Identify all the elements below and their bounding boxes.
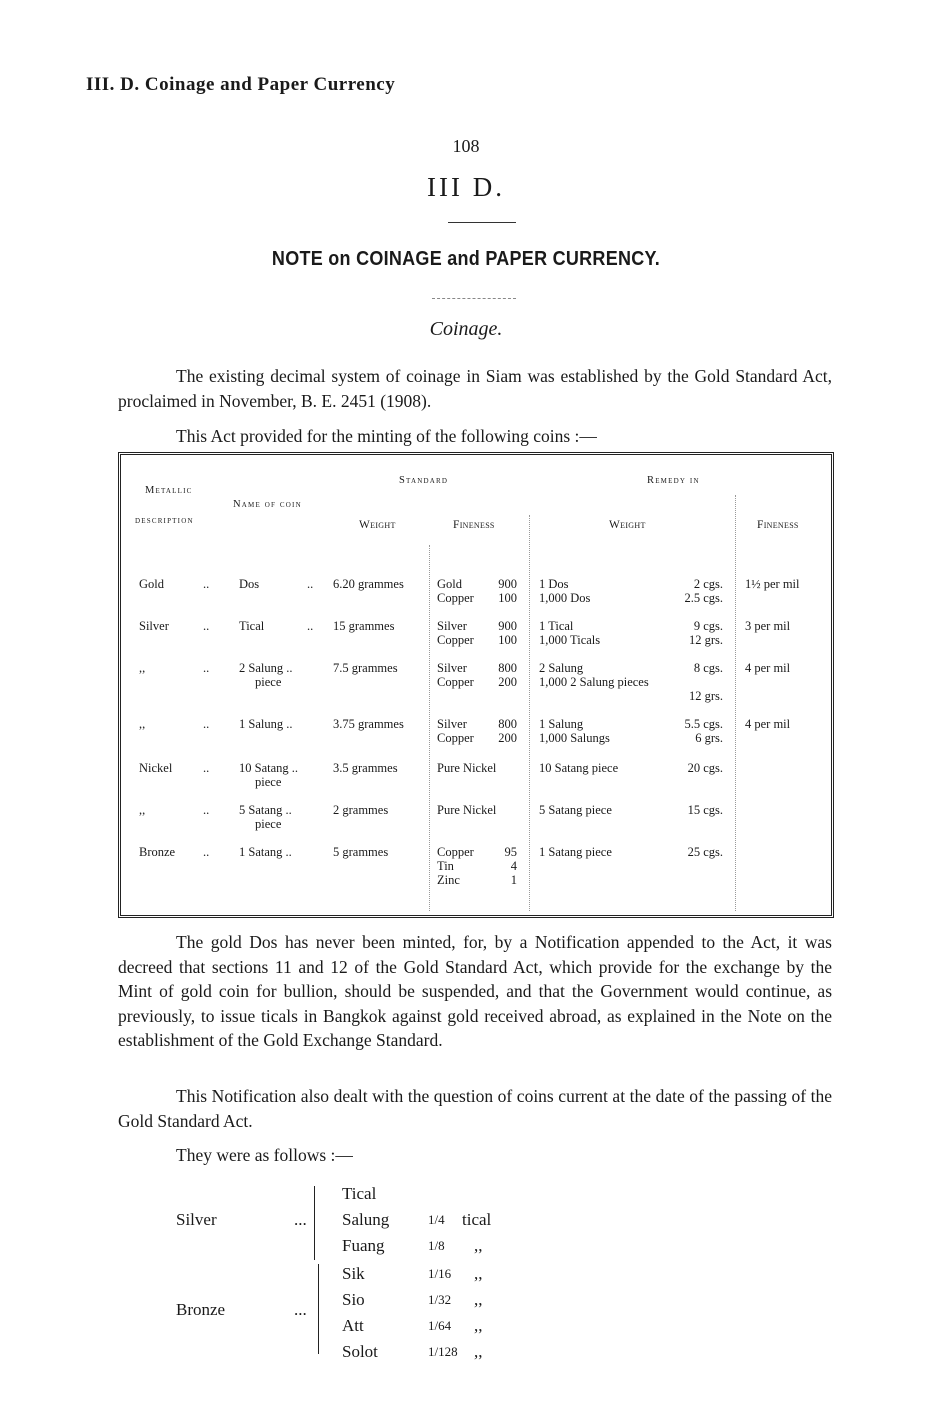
cell-weight: 7.5 grammes [333, 661, 398, 675]
cell-dots: .. [307, 577, 314, 591]
cell-remedy-weight-coin: 1 Satang piece [539, 845, 612, 859]
coin-list-fraction: 1/16 [428, 1266, 452, 1281]
cell-fineness-metal: Copper [437, 675, 474, 689]
paragraph-notification [118, 1084, 832, 1133]
cell-remedy-weight-coin: 1 Dos [539, 577, 569, 591]
cell-fineness-metal: Tin [437, 859, 454, 873]
cell-metal: Nickel [139, 761, 173, 775]
cell-fineness-metal: Silver [437, 661, 467, 675]
cell-coin-name: Dos [239, 577, 260, 591]
header-remedy-weight: Weight [609, 519, 646, 531]
cell-coin-name: 1 Satang .. [239, 845, 292, 859]
cell-coin-name-2: piece [255, 775, 282, 789]
coin-list-fraction: 1/32 [428, 1292, 452, 1307]
coin-list-fraction: 1/128 [428, 1344, 458, 1359]
header-remedy-fineness: Fineness [757, 519, 799, 531]
cell-remedy-weight-coin: 1 Salung [539, 717, 584, 731]
coin-list-unit: ,, [474, 1236, 483, 1255]
cell-fineness-value: 100 [498, 591, 517, 605]
silver-label: Silver [176, 1210, 217, 1229]
cell-dots: .. [203, 717, 210, 731]
cell-remedy-weight-coin: 1,000 Salungs [539, 731, 610, 745]
cell-remedy-weight-value: 15 cgs. [687, 803, 723, 817]
cell-remedy-fineness: 4 per mil [745, 717, 791, 731]
cell-remedy-weight-value: 8 cgs. [693, 661, 723, 675]
coin-list-unit: ,, [474, 1264, 483, 1283]
column-divider [529, 515, 530, 911]
cell-fineness-value: 4 [510, 859, 517, 873]
coin-list-name: Solot [342, 1342, 378, 1361]
coin-list-fraction: 1/64 [428, 1318, 452, 1333]
divider-rule [448, 222, 516, 223]
cell-fineness-value: 800 [498, 717, 517, 731]
cell-fineness-value: 95 [504, 845, 517, 859]
cell-dots: .. [203, 803, 210, 817]
cell-remedy-weight-value: 25 cgs. [687, 845, 723, 859]
paragraph-notification-text: This Notification also dealt with the question of coins current at the date of the passing of the Gold Standard Act. [118, 1086, 832, 1131]
header-metallic: Metallic [145, 485, 193, 496]
cell-coin-name-2: piece [255, 675, 282, 689]
cell-weight: 6.20 grammes [333, 577, 404, 591]
cell-remedy-weight-coin: 2 Salung [539, 661, 584, 675]
cell-metal: Silver [139, 619, 169, 633]
cell-metal: ,, [139, 717, 146, 731]
cell-fineness-metal: Copper [437, 845, 474, 859]
cell-remedy-weight-coin: 10 Satang piece [539, 761, 619, 775]
cell-remedy-weight-value: 20 cgs. [687, 761, 723, 775]
cell-remedy-weight-coin: 1,000 Dos [539, 591, 591, 605]
coin-list-name: Salung [342, 1210, 390, 1229]
document-title: NOTE on COINAGE and PAPER CURRENCY. [271, 248, 661, 270]
cell-fineness-metal: Gold [437, 577, 462, 591]
cell-dots: .. [307, 619, 314, 633]
column-divider [735, 495, 736, 911]
header-remedy-in: Remedy in [647, 475, 700, 486]
coin-list-name: Tical [342, 1184, 377, 1203]
cell-remedy-fineness: 4 per mil [745, 661, 791, 675]
header-description: description [135, 515, 194, 526]
paragraph-intro [118, 364, 832, 413]
section-mark: III D. [427, 172, 505, 202]
cell-weight: 5 grammes [333, 845, 389, 859]
cell-fineness-value: 100 [498, 633, 517, 647]
cell-fineness-value: 900 [498, 619, 517, 633]
cell-remedy-weight-value: 9 cgs. [693, 619, 723, 633]
paragraph-intro-text: The existing decimal system of coinage in Siam was established by the Gold Standard Act, proclaimed in November, B. E. 2451 (1908). [118, 366, 832, 411]
bronze-dots: ... [294, 1300, 307, 1319]
cell-dots: .. [203, 577, 210, 591]
paragraph-gold-dos [118, 930, 832, 1053]
cell-remedy-weight-value: 6 grs. [695, 731, 723, 745]
coin-list-fraction: 1/8 [428, 1238, 445, 1253]
paragraph-gold-dos-text: The gold Dos has never been minted, for, by a Notification appended to the Act, it was decreed that sections 11 and 12 of the Gold Standard Act, which provide for the exchange by the Mint of gold coin for bullion, should be suspended, and that the Government would continue, as previously, to issue ticals in Bangkok against gold received abroad, as explained in the Note on the establishment of the Gold Exchange Standard. [118, 932, 832, 1050]
cell-dots: .. [203, 845, 210, 859]
cell-metal: Gold [139, 577, 164, 591]
cell-dots: .. [203, 761, 210, 775]
cell-remedy-weight-value: 2 cgs. [693, 577, 723, 591]
cell-dots: .. [203, 619, 210, 633]
coin-list-unit: ,, [474, 1342, 483, 1361]
cell-remedy-weight-coin: 5 Satang piece [539, 803, 612, 817]
cell-fineness-value: 1 [510, 873, 517, 887]
cell-remedy-fineness: 3 per mil [745, 619, 791, 633]
cell-remedy-weight-coin: 1 Tical [539, 619, 574, 633]
cell-weight: 15 grammes [333, 619, 395, 633]
header-fineness: Fineness [453, 519, 495, 531]
paragraph-act-text: This Act provided for the minting of the following coins :— [176, 426, 597, 446]
cell-fineness-value: 800 [498, 661, 517, 675]
cell-fineness-metal: Zinc [437, 873, 460, 887]
cell-coin-name-2: piece [255, 817, 282, 831]
cell-remedy-weight-coin: 1,000 2 Salung pieces [539, 675, 649, 689]
coin-list-fraction: 1/4 [428, 1212, 445, 1227]
cell-remedy-weight-value: 2.5 cgs. [684, 591, 723, 605]
coin-list-name: Att [342, 1316, 364, 1335]
cell-weight: 3.5 grammes [333, 761, 398, 775]
cell-remedy-weight-value: 12 grs. [688, 633, 723, 647]
silver-brace [314, 1186, 315, 1260]
paragraph-act [118, 424, 832, 449]
cell-coin-name: 5 Satang .. [239, 803, 292, 817]
coin-table [118, 452, 834, 918]
paragraph-as-follows-text: They were as follows :— [176, 1145, 353, 1165]
cell-coin-name: 2 Salung .. [239, 661, 293, 675]
cell-fineness-metal: Pure Nickel [437, 803, 497, 817]
divider-rule-dashed [432, 298, 516, 299]
cell-metal: ,, [139, 661, 146, 675]
paragraph-as-follows [118, 1143, 832, 1168]
header-standard: Standard [399, 475, 449, 486]
coin-list-unit: tical [462, 1210, 492, 1229]
cell-remedy-weight-coin: 1,000 Ticals [539, 633, 601, 647]
header-weight: Weight [359, 519, 396, 531]
cell-coin-name: 1 Salung .. [239, 717, 293, 731]
cell-fineness-metal: Copper [437, 591, 474, 605]
cell-remedy-fineness: 1½ per mil [745, 577, 800, 591]
running-header: III. D. Coinage and Paper Currency [86, 74, 396, 95]
coin-list-unit: ,, [474, 1316, 483, 1335]
cell-fineness-metal: Pure Nickel [437, 761, 497, 775]
cell-metal: Bronze [139, 845, 176, 859]
cell-metal: ,, [139, 803, 146, 817]
cell-remedy-weight-value: 5.5 cgs. [684, 717, 723, 731]
cell-fineness-metal: Copper [437, 633, 474, 647]
bronze-label: Bronze [176, 1300, 226, 1319]
cell-weight: 2 grammes [333, 803, 389, 817]
cell-fineness-value: 200 [498, 731, 517, 745]
page-number: 108 [452, 136, 480, 156]
cell-fineness-value: 200 [498, 675, 517, 689]
silver-dots: ... [294, 1210, 307, 1229]
coin-list-name: Sik [342, 1264, 365, 1283]
coin-list-unit: ,, [474, 1290, 483, 1309]
bronze-brace [318, 1264, 319, 1354]
cell-remedy-weight-value: 12 grs. [688, 689, 723, 703]
coin-list-name: Fuang [342, 1236, 385, 1255]
coin-list-name: Sio [342, 1290, 365, 1309]
section-subtitle: Coinage. [429, 318, 503, 340]
cell-dots: .. [203, 661, 210, 675]
column-divider [429, 545, 430, 911]
cell-fineness-metal: Silver [437, 619, 467, 633]
cell-coin-name: 10 Satang .. [239, 761, 299, 775]
header-name-of-coin: Name of coin [233, 499, 302, 510]
cell-fineness-metal: Silver [437, 717, 467, 731]
cell-fineness-value: 900 [498, 577, 517, 591]
cell-coin-name: Tical [239, 619, 265, 633]
cell-fineness-metal: Copper [437, 731, 474, 745]
cell-weight: 3.75 grammes [333, 717, 404, 731]
